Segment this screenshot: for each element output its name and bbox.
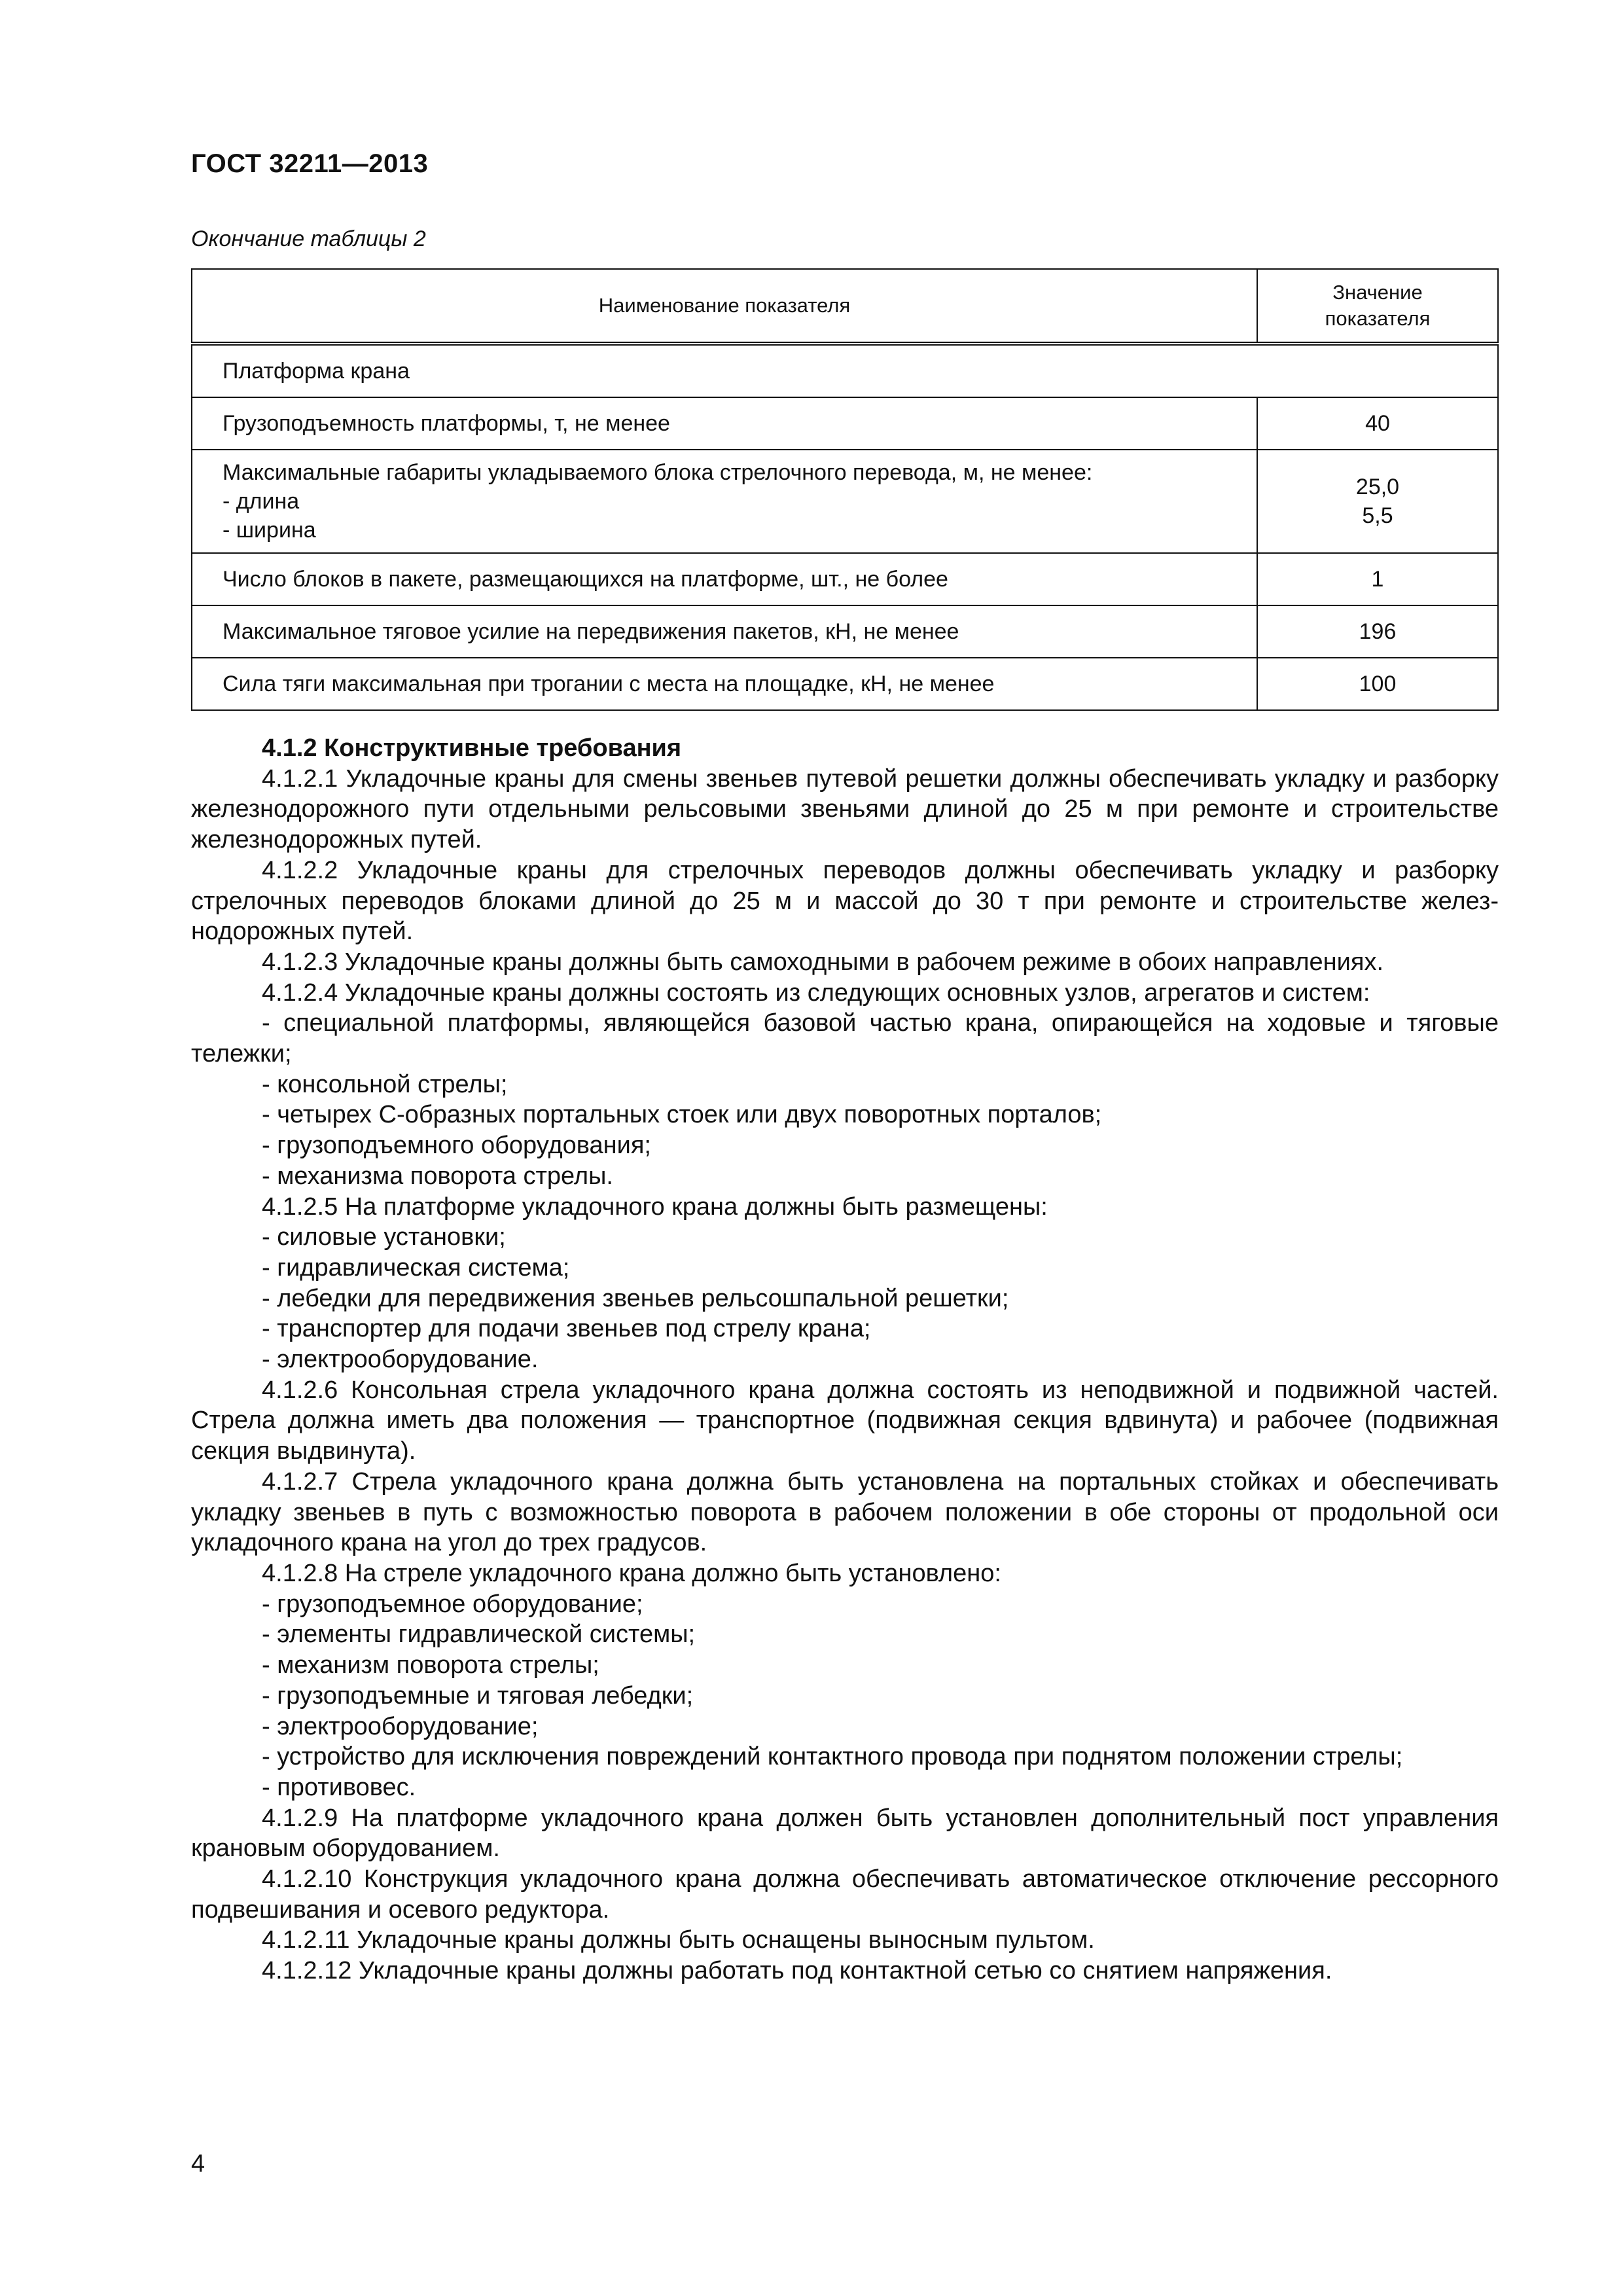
- row-name: Максимальные габариты укладываемого блока стрелочного перевода, м, не менее: - длина - ширина: [192, 450, 1257, 553]
- row-value: 40: [1257, 397, 1498, 450]
- list-item: - механизма поворота стрелы.: [262, 1162, 613, 1190]
- list-item: - консольной стрелы;: [262, 1070, 508, 1098]
- paragraph: 4.1.2.1 Укладочные краны для смены звеньев путевой решетки должны обеспечивать укладку и разборку железнодорожного пути отдельными рельсовыми звеньями длиной до 25 м при ремонте и строительстве железнодорожных путей.: [191, 764, 1499, 854]
- list-item: - четырех С-образных портальных стоек или двух поворотных порталов;: [262, 1101, 1102, 1129]
- page-number: 4: [191, 2150, 205, 2178]
- list-item: - грузоподъемное оборудование;: [262, 1590, 643, 1618]
- paragraph: 4.1.2.9 На платформе укладочного крана должен быть установлен дополнительный пост управления крановым оборудованием.: [191, 1804, 1499, 1863]
- indicators-table: [191, 268, 1499, 711]
- list-item: - силовые установки;: [262, 1223, 506, 1251]
- table-header-row: [192, 269, 1498, 344]
- list-item: - специальной платформы, являющейся базовой частью крана, опирающейся на ходовые и тяговые тележки;: [191, 1009, 1499, 1068]
- list-item: - транспортер для подачи звеньев под стрелу крана;: [262, 1315, 871, 1343]
- row-name: Платформа крана: [192, 344, 1498, 397]
- paragraph: 4.1.2.2 Укладочные краны для стрелочных переводов должны обеспечивать укладку и разборку стрелочных переводов блоками длиной до 25 м и массой до 30 т при ремонте и строительстве железнодорожных путей.: [191, 856, 1499, 946]
- paragraph: 4.1.2.11 Укладочные краны должны быть оснащены выносным пультом.: [262, 1926, 1095, 1954]
- row-name: Грузоподъемность платформы, т, не менее: [192, 397, 1257, 450]
- paragraph: 4.1.2.6 Консольная стрела укладочного крана должна состоять из неподвижной и подвижной частей. Стрела должна иметь два положения — транспортное (подвижная секция вдвинута) и рабочее (подвижная секция выдвинута).: [191, 1376, 1499, 1465]
- list-item: - устройство для исключения повреждений контактного провода при поднятом положении стрелы;: [262, 1743, 1403, 1771]
- paragraph: 4.1.2.4 Укладочные краны должны состоять из следующих основных узлов, агрегатов и систем:: [262, 978, 1370, 1007]
- row-value: 100: [1257, 658, 1498, 710]
- column-header-value: Значение показателя: [1257, 269, 1498, 344]
- list-item: - грузоподъемного оборудования;: [262, 1132, 651, 1160]
- table-caption: Окончание таблицы 2: [191, 226, 426, 251]
- list-item: - электрооборудование.: [262, 1346, 539, 1374]
- paragraph: 4.1.2.12 Укладочные краны должны работать под контактной сетью со снятием напряжения.: [262, 1957, 1332, 1985]
- paragraph: 4.1.2.8 На стреле укладочного крана должно быть установлено:: [262, 1559, 1001, 1587]
- paragraph: 4.1.2.5 На платформе укладочного крана должны быть размещены:: [262, 1193, 1048, 1221]
- table-row: [192, 450, 1498, 553]
- list-item: - элементы гидравлической системы;: [262, 1621, 696, 1649]
- paragraph: 4.1.2.3 Укладочные краны должны быть самоходными в рабочем режиме в обоих направлениях.: [262, 948, 1384, 976]
- table-row: [192, 553, 1498, 605]
- row-name: Максимальное тяговое усилие на передвижения пакетов, кН, не менее: [192, 605, 1257, 658]
- list-item: - гидравлическая система;: [262, 1253, 570, 1282]
- row-value: 25,0 5,5: [1257, 450, 1498, 553]
- document-body: [191, 733, 1499, 1986]
- column-header-name: Наименование показателя: [192, 269, 1257, 344]
- row-name: Число блоков в пакете, размещающихся на платформе, шт., не более: [192, 553, 1257, 605]
- table-row: [192, 605, 1498, 658]
- list-item: - грузоподъемные и тяговая лебедки;: [262, 1681, 694, 1710]
- table-row: [192, 397, 1498, 450]
- list-item: - лебедки для передвижения звеньев рельсошпальной решетки;: [262, 1284, 1009, 1312]
- paragraph: 4.1.2.7 Стрела укладочного крана должна быть установлена на портальных стойках и обеспечивать укладку звеньев в путь с возможностью поворота в рабочем положении в обе стороны от продольной оси укладочного крана на угол до трех градусов.: [191, 1467, 1499, 1557]
- list-item: - электрооборудование;: [262, 1712, 539, 1740]
- table-row: [192, 344, 1498, 397]
- section-title: 4.1.2 Конструктивные требования: [262, 734, 682, 762]
- list-item: - противовес.: [262, 1773, 416, 1801]
- list-item: - механизм поворота стрелы;: [262, 1651, 599, 1679]
- document-header: ГОСТ 32211—2013: [191, 149, 429, 178]
- row-value: 1: [1257, 553, 1498, 605]
- row-name: Сила тяги максимальная при трогании с места на площадке, кН, не менее: [192, 658, 1257, 710]
- paragraph: 4.1.2.10 Конструкция укладочного крана должна обеспечивать автоматическое отключение рессорного подвешивания и осевого редуктора.: [191, 1865, 1499, 1924]
- row-value: 196: [1257, 605, 1498, 658]
- table-row: [192, 658, 1498, 710]
